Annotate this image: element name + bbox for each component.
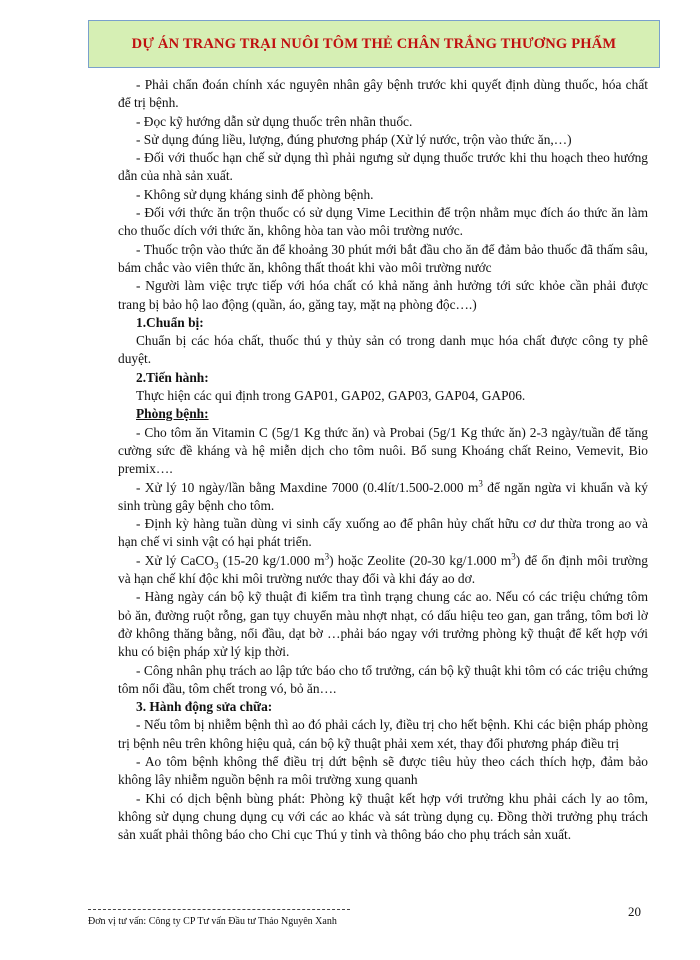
- paragraph: - Người làm việc trực tiếp với hóa chất có khả năng ảnh hưởng tới sức khỏe cần phải được trang bị bảo hộ lao động (quần, áo, găng tay, mặt nạ phòng độc….): [118, 278, 648, 312]
- section-heading-corrective-action: 3. Hành động sửa chữa:: [136, 699, 273, 715]
- superscript: 3: [478, 478, 483, 489]
- subscript: 3: [214, 560, 219, 571]
- page-number: 20: [628, 904, 641, 919]
- footer-consultant: Đơn vị tư vấn: Công ty CP Tư vấn Đầu tư Thảo Nguyên Xanh: [88, 916, 337, 927]
- paragraph: Chuẩn bị các hóa chất, thuốc thú y thủy sản có trong danh mục hóa chất được công ty phê duyệt.: [118, 333, 648, 367]
- paragraph: - Không sử dụng kháng sinh để phòng bệnh.: [136, 186, 374, 202]
- section-heading-prevention: Phòng bệnh:: [136, 406, 209, 422]
- text-run: ) để ổn định môi trường và hạn chế khí độc khi môi trường nước thay đổi và khi đáy ao dơ.: [118, 552, 648, 587]
- paragraph: - Phải chẩn đoán chính xác nguyên nhân gây bệnh trước khi quyết định dùng thuốc, hóa chất để trị bệnh.: [118, 77, 648, 111]
- paragraph: - Thuốc trộn vào thức ăn để khoảng 30 phút mới bắt đầu cho ăn để đảm bảo thuốc đã thấm sâu, bám chắc vào viên thức ăn, không thất thoát khi vào môi trường nước: [118, 241, 648, 275]
- text-run: - Xử lý CaCO: [136, 552, 214, 568]
- text-run: ) hoặc Zeolite (20-30 kg/1.000 m: [329, 552, 512, 568]
- paragraph: - Đối với thức ăn trộn thuốc có sử dụng Vime Lecithin để trộn nhằm mục đích áo thức ăn làm cho thuốc dích với thức ăn, không hòa tan vào môi trường nước.: [118, 205, 648, 239]
- paragraph-maxdine: [118, 479, 648, 516]
- section-heading-procedure: 2.Tiến hành:: [136, 369, 209, 385]
- paragraph: - Hàng ngày cán bộ kỹ thuật đi kiểm tra tình trạng chung các ao. Nếu có các triệu chứng tôm bỏ ăn, đường ruột rỗng, gan tụy chuyển màu nhợt nhạt, có dấu hiệu teo gan, gan trắng, tôm bơi lờ đờ không thăng bằng, nổi đầu, dạt bờ …phải báo ngay với trưởng phòng kỹ thuật để kết hợp với khu có biện pháp xử lý kịp thời.: [118, 589, 648, 660]
- paragraph-caco3: [118, 552, 648, 589]
- paragraph: Thực hiện các qui định trong GAP01, GAP02, GAP03, GAP04, GAP06.: [136, 388, 526, 404]
- text-run: (15-20 kg/1.000 m: [218, 552, 325, 568]
- paragraph: - Cho tôm ăn Vitamin C (5g/1 Kg thức ăn) và Probai (5g/1 Kg thức ăn) 2-3 ngày/tuần để tăng cường sức đề kháng và hệ miễn dịch cho tôm nuôi. Bổ sung Khoáng chất Reino, Vemevit, Bio premix….: [118, 424, 648, 477]
- paragraph: - Khi có dịch bệnh bùng phát: Phòng kỹ thuật kết hợp với trưởng khu phải cách ly ao tôm, không sử dụng chung dụng cụ với các ao khác và sát trùng dụng cụ. Đồng thời trưởng phụ trách sản xuất phải thông báo cho Chi cục Thú y tỉnh và thông báo cho phụ trách sản xuất.: [118, 790, 648, 843]
- paragraph: - Định kỳ hàng tuần dùng vi sinh cấy xuống ao để phân hủy chất hữu cơ dư thừa trong ao và hạn chế vi sinh vật có hại phát triển.: [118, 516, 648, 550]
- paragraph: - Đối với thuốc hạn chế sử dụng thì phải ngưng sử dụng thuốc trước khi thu hoạch theo hướng dẫn của nhà sản xuất.: [118, 150, 648, 184]
- paragraph: - Ao tôm bệnh không thể điều trị dứt bệnh sẽ được tiêu hủy theo cách thích hợp, đảm bảo không lây nhiễm nguồn bệnh ra môi trường xung quanh: [118, 753, 648, 788]
- header-title: DỰ ÁN TRANG TRẠI NUÔI TÔM THẺ CHÂN TRẮNG THƯƠNG PHẨM: [131, 35, 617, 52]
- paragraph: - Nếu tôm bị nhiễm bệnh thì ao đó phải cách ly, điều trị cho hết bệnh. Khi các biện pháp phòng trị bệnh nêu trên không hiệu quả, cán bộ kỹ thuật phải xem xét, thay đổi phương pháp điều trị: [118, 717, 648, 751]
- footer-divider: [88, 909, 350, 910]
- superscript: 3: [324, 551, 330, 562]
- header-banner: [88, 20, 660, 68]
- paragraph: - Đọc kỹ hướng dẫn sử dụng thuốc trên nhãn thuốc.: [136, 113, 413, 129]
- paragraph: - Sử dụng đúng liều, lượng, đúng phương pháp (Xử lý nước, trộn vào thức ăn,…): [136, 131, 572, 147]
- document-body: [118, 76, 648, 844]
- text-run: để ngăn ngừa vi khuẩn và ký sinh trùng gây bệnh cho tôm.: [118, 479, 648, 513]
- text-run: - Xử lý 10 ngày/lần bằng Maxdine 7000 (0.4lít/1.500-2.000 m: [136, 479, 479, 495]
- paragraph: - Công nhân phụ trách ao lập tức báo cho tổ trưởng, cán bộ kỹ thuật khi tôm có các triệu chứng tôm nổi đầu, tôm chết trong vó, bỏ ăn….: [118, 662, 648, 696]
- section-heading-preparation: 1.Chuẩn bị:: [136, 314, 204, 330]
- superscript: 3: [511, 551, 516, 562]
